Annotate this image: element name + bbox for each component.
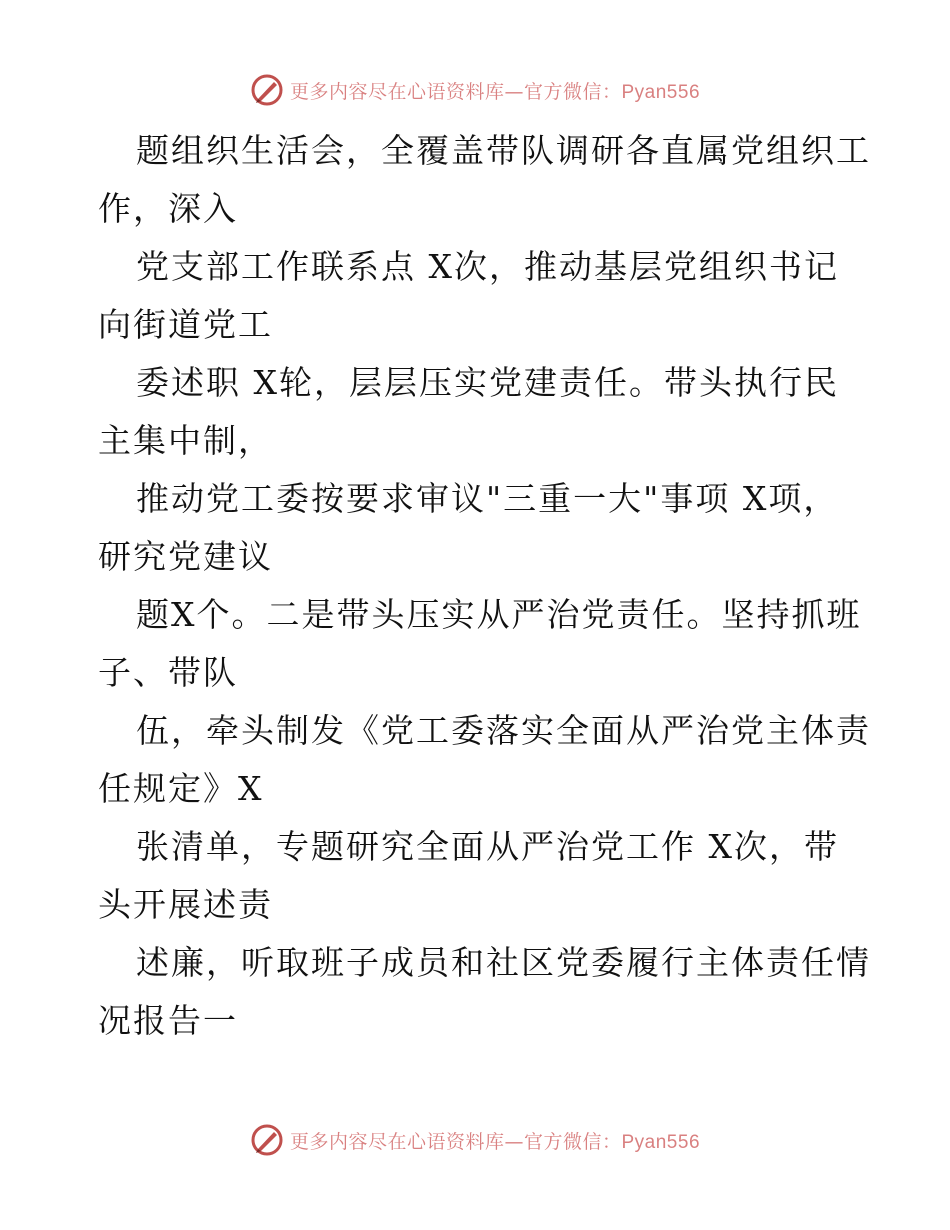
paragraph — [98, 818, 858, 934]
text-line: 推动党工委按要求审议"三重一大"事项 X项， — [136, 479, 839, 518]
text-line: 主集中制， — [98, 421, 273, 460]
paragraph — [98, 238, 858, 354]
text-line: 伍，牵头制发《党工委落实全面从严治党主体责 — [136, 711, 871, 750]
paragraph — [98, 586, 862, 702]
pen-logo-icon — [250, 1123, 284, 1157]
text-line: 研究党建议 — [98, 537, 273, 576]
text-line: 题组织生活会，全覆盖带队调研各直属党组织工 — [136, 131, 871, 170]
watermark-text: 更多内容尽在心语资料库—官方微信：Pyan556 — [289, 80, 701, 103]
text-line: 作，深入 — [98, 189, 238, 228]
text-line: 向街道党工 — [98, 305, 273, 344]
header-watermark — [0, 70, 950, 110]
text-line: 子、带队 — [98, 653, 238, 692]
text-line: 题X个。二是带头压实从严治党责任。坚持抓班 — [136, 595, 862, 634]
text-line: 张清单，专题研究全面从严治党工作 X次，带 — [136, 827, 839, 866]
pen-logo-icon — [250, 73, 284, 107]
text-line: 况报告一 — [98, 1001, 238, 1040]
watermark-text: 更多内容尽在心语资料库—官方微信：Pyan556 — [289, 1130, 701, 1153]
paragraph — [98, 702, 871, 818]
paragraph — [98, 122, 871, 238]
paragraph — [98, 934, 871, 1050]
text-line: 委述职 X轮，层层压实党建责任。带头执行民 — [136, 363, 839, 402]
footer-watermark — [0, 1120, 950, 1160]
text-line: 述廉，听取班子成员和社区党委履行主体责任情 — [136, 943, 871, 982]
paragraph — [98, 354, 858, 470]
text-line: 头开展述责 — [98, 885, 273, 924]
text-line: 党支部工作联系点 X次，推动基层党组织书记 — [136, 247, 839, 286]
text-line: 任规定》X — [98, 769, 264, 808]
document-body — [98, 122, 871, 1050]
paragraph — [98, 470, 858, 586]
